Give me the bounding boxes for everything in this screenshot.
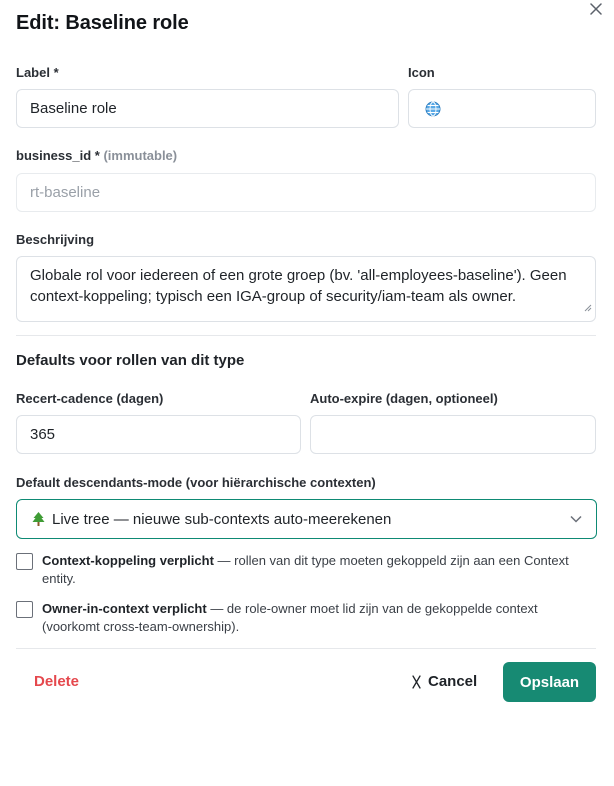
owner-in-context-text (42, 600, 596, 636)
business-id-value: rt-baseline (30, 184, 101, 201)
owner-in-context-checkbox[interactable] (16, 601, 33, 618)
description-textarea[interactable] (16, 256, 596, 322)
recert-label: Recert-cadence (dagen) (16, 391, 164, 406)
context-required-desc: — rollen van dit type moeten gekoppeld zijn aan een Context entity. (42, 553, 569, 586)
auto-expire-input[interactable] (310, 415, 596, 454)
business-id-input (16, 173, 596, 212)
owner-in-context-desc: — de role-owner moet lid zijn van de gekoppelde context (voorkomt cross-team-ownership). (42, 601, 538, 634)
owner-in-context-title: Owner-in-context verplicht (42, 601, 207, 616)
icon-field-label: Icon (408, 65, 435, 80)
business-id-label (16, 148, 177, 163)
close-icon[interactable] (587, 0, 605, 18)
dialog-title: Edit: Baseline role (16, 12, 189, 34)
close-icon (412, 675, 421, 689)
footer-divider (16, 648, 596, 649)
cancel-label: Cancel (428, 673, 478, 690)
recert-value: 365 (30, 426, 56, 443)
descendants-select[interactable] (16, 499, 597, 539)
descendants-label: Default descendants-mode (voor hiërarchische contexten) (16, 475, 376, 490)
recert-input[interactable] (16, 415, 301, 454)
owner-in-context-row (16, 600, 596, 636)
chevron-down-icon (570, 515, 582, 523)
description-label: Beschrijving (16, 232, 95, 247)
delete-button[interactable]: Delete (34, 673, 80, 690)
tree-icon (31, 511, 46, 527)
context-required-row (16, 552, 596, 588)
context-required-text (42, 552, 596, 588)
context-required-checkbox[interactable] (16, 553, 33, 570)
immutable-note: (immutable) (103, 148, 178, 163)
section-divider (16, 335, 596, 336)
descendants-selected: Live tree — nieuwe sub-contexts auto-meerekenen (52, 510, 392, 528)
label-input-value: Baseline role (30, 100, 117, 117)
context-required-title: Context-koppeling verplicht (42, 553, 214, 568)
save-button[interactable]: Opslaan (503, 662, 596, 702)
label-input[interactable] (16, 89, 399, 128)
description-value: Globale rol voor iedereen of een grote groep (bv. 'all-employees-baseline'). Geen context-koppeling; typisch een IGA-group of security/iam-team als owner. (30, 267, 567, 305)
business-id-label-text: business_id * (16, 148, 100, 163)
cancel-button[interactable] (412, 673, 477, 690)
defaults-heading: Defaults voor rollen van dit type (16, 352, 245, 369)
auto-expire-label: Auto-expire (dagen, optioneel) (310, 391, 498, 406)
globe-icon (425, 101, 441, 117)
icon-input[interactable] (408, 89, 596, 128)
resize-grip-icon[interactable] (584, 297, 592, 318)
label-field-label: Label * (16, 65, 59, 80)
